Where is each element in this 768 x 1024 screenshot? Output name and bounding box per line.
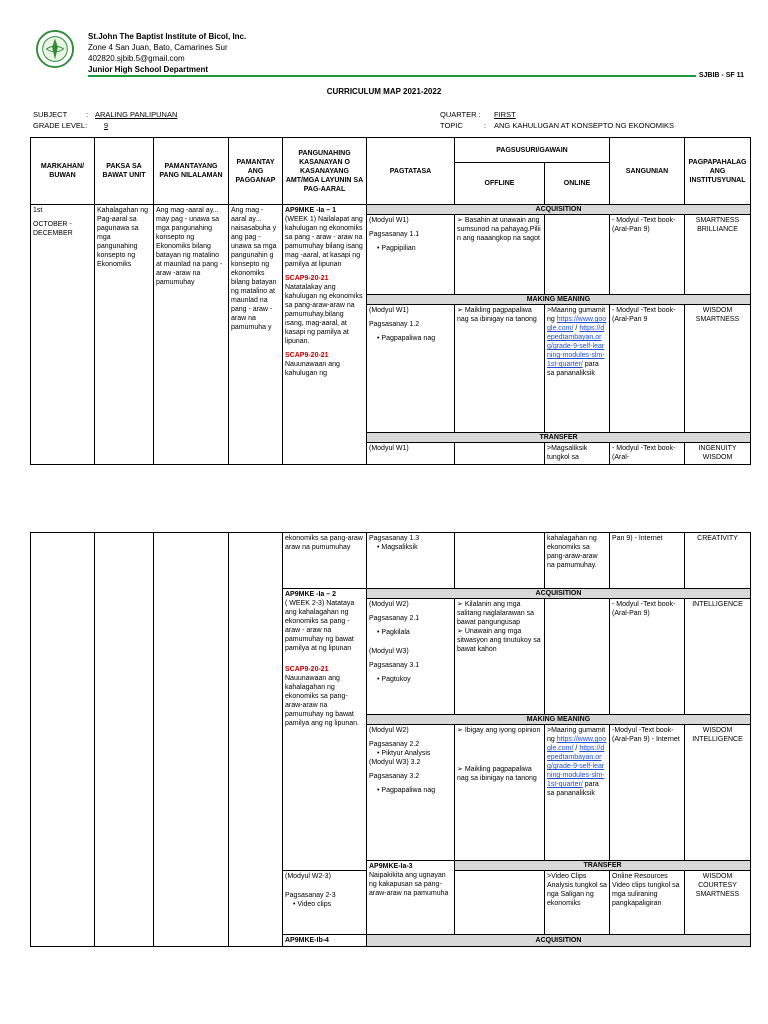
band-acquisition: ACQUISITION — [367, 935, 751, 947]
competency-code: AP9MKE -Ia – 2 — [285, 591, 336, 598]
competency-code: SCAP9-20-21 — [285, 666, 329, 673]
school-seal-logo — [36, 30, 74, 68]
assessment-line: (Modyul W3) 3.2 — [369, 759, 421, 766]
sanggunian-cell: - Modyul -Text book-(Aral-Pan 9 — [610, 305, 685, 433]
competency-cell — [283, 589, 367, 871]
document-title: CURRICULUM MAP 2021-2022 — [326, 87, 442, 96]
offline-cell: ➢ Ibigay ang iyong opinion ➢ Maikling pagpapaliwa nag sa ibinigay na tanong — [455, 725, 545, 861]
col-pangunahing: PANGUNAHING KASANAYAN O KASANAYANG AMT/MGA LAYUNIN SA PAG-AARAL — [283, 138, 367, 205]
arrow-bullet-icon: ➢ — [457, 727, 463, 734]
assessment-bullet: • Pagpipilian — [377, 245, 416, 252]
competency-text: Natatalakay ang kahulugan ng ekonomiks sa pang-araw-araw na pamumuhay.bilang isang, mag-aaral, at kasapi ng pamilya at lipunan. — [285, 284, 363, 345]
topic-colon: : — [484, 121, 487, 130]
subject-colon: : — [86, 110, 89, 119]
assessment-bullet: • Pagtukoy — [377, 676, 411, 683]
assessment-line: Pagsasanay 1.1 — [369, 231, 420, 238]
header-divider — [88, 75, 696, 77]
nilalaman-cell — [154, 533, 229, 947]
online-cell — [545, 215, 610, 295]
pagtatasa-cell — [367, 725, 455, 861]
grade-label: GRADE LEVEL: — [33, 121, 88, 130]
curriculum-table-page2 — [30, 532, 751, 947]
assessment-bullet: • Pagpapaliwa nag — [377, 335, 436, 342]
pagtatasa-cell: (Modyul W1) — [367, 443, 455, 465]
google-link[interactable]: https://www.google.com/ — [547, 736, 607, 752]
assessment-bullet: • Video clips — [293, 901, 332, 908]
quarter-month-cell — [31, 205, 95, 465]
arrow-bullet-icon: ➢ — [457, 601, 463, 608]
competency-code: AP9MKE-Ib-4 — [283, 935, 367, 947]
curriculum-table-page1 — [30, 137, 751, 465]
offline-cell — [455, 533, 545, 589]
assessment-line: Pagsasanay 3.2 — [369, 773, 420, 780]
online-cell: >Maaring gumamit ng https://www.google.com/ / https://depedtambayan.org/grade-9-self-learning-modules-slm-1st-quarter/ para sa pananaliksik — [545, 725, 610, 861]
arrow-bullet-icon: ➢ — [457, 217, 463, 224]
competency-text: Nauunawaan ang kahalagahan ng ekonomiks sa pang-araw-araw na pamumuhay ng bawat pamilya ang ng lipunan. — [285, 675, 359, 727]
department-name: Junior High School Department — [88, 65, 209, 74]
band-making-meaning: MAKING MEANING — [367, 715, 751, 725]
col-paksa: PAKSA SA BAWAT UNIT — [95, 138, 154, 205]
assessment-line: (Modyul W2) — [369, 601, 409, 608]
band-acquisition: ACQUISITION — [367, 589, 751, 599]
depedtambayan-link[interactable]: https://depedtambayan.org/grade-9-self-learning-modules-slm-1st-quarter/ — [547, 745, 605, 788]
sanggunian-cell: Pan 9) - Internet — [610, 533, 685, 589]
values-cell: SMARTNESS BRILLIANCE — [685, 215, 751, 295]
sanggunian-cell: Online Resources Video clips tungkol sa mga suliraning pangkapaligiran — [610, 871, 685, 935]
quarter-value: FIRST — [494, 110, 516, 119]
col-offline: OFFLINE — [455, 163, 545, 205]
competency-text: (WEEK 1) Nailalapat ang kahulugan ng ekonomiks sa pang - araw - araw na pamumuhay bilang isang mag -aaral, at kasapi ng pamilya at lipunan — [285, 216, 363, 268]
competency-code: SCAP9-20-21 — [285, 352, 329, 359]
values-cell: CREATIVITY — [685, 533, 751, 589]
subject-label: SUBJECT — [33, 110, 68, 119]
pagtatasa-cell — [367, 305, 455, 433]
pagtatasa-cell — [367, 533, 455, 589]
topic-value: ANG KAHULUGAN AT KONSEPTO NG EKONOMIKS — [494, 121, 675, 130]
competency-text: ( WEEK 2-3) Natataya ang kahalagahan ng ekonomiks sa pang - araw - araw na pamumuhay ng bawat pamilya at ng lipunan — [285, 600, 355, 652]
pagtatasa-cell — [283, 871, 367, 935]
nilalaman-cell: Ang mag -aaral ay... may pag - unawa sa mga pangunahing konsepto ng Ekonomiks bilang batayan ng matalino at maunlad na pang - araw -araw na pamumuhay — [154, 205, 229, 465]
band-acquisition: ACQUISITION — [367, 205, 751, 215]
assessment-line: (Modyul W3) — [369, 648, 409, 655]
band-transfer: TRANSFER — [367, 433, 751, 443]
competency-code: SCAP9-20-21 — [285, 275, 329, 282]
sanggunian-cell: - Modyul -Text book-(Aral-Pan 9) — [610, 599, 685, 715]
sanggunian-cell: - Modyul -Text book-(Aral-Pan 9) — [610, 215, 685, 295]
values-cell: WISDOM INTELLIGENCE — [685, 725, 751, 861]
offline-cell — [455, 871, 545, 935]
sanggunian-cell: -Modyul -Text book-(Aral-Pan 9) - Internet — [610, 725, 685, 861]
depedtambayan-link[interactable]: https://depedtambayan.org/grade-9-self-learning-modules-slm-1st-quarter/ — [547, 325, 605, 368]
quarter-month-cell — [31, 533, 95, 947]
competency-code: AP9MKE-Ia-3 — [369, 863, 413, 870]
assessment-bullet: • Magsaliksik — [377, 544, 418, 551]
online-cell: kahalagahan ng ekonomiks sa pang-araw-araw na pamumuhay. — [545, 533, 610, 589]
assessment-line: (Modyul W2) — [369, 727, 409, 734]
pagganap-cell — [229, 533, 283, 947]
values-cell: INGENUITY WISDOM — [685, 443, 751, 465]
offline-cell: ➢ Basahin at unawain ang sumsunod na pahayag.Pilii n ang naaangkop na sagot — [455, 215, 545, 295]
col-sanggunian: SANGUNIAN — [610, 138, 685, 205]
offline-cell — [455, 443, 545, 465]
col-pagpapahalag: PAGPAPAHALAG ANG INSTITUSYUNAL — [685, 138, 751, 205]
assessment-bullet: • Pagkilala — [377, 629, 410, 636]
assessment-line: Pagsasanay 2-3 — [285, 892, 336, 899]
assessment-bullet: • Pagpapaliwa nag — [377, 787, 436, 794]
values-cell: INTELLIGENCE — [685, 599, 751, 715]
paksa-cell: Kahalagahan ng Pag-aaral sa pagunawa sa mga pangunahing konsepto ng Ekonomiks — [95, 205, 154, 465]
pagtatasa-cell — [367, 215, 455, 295]
col-pagsusuri: PAGSUSURI/GAWAIN — [455, 138, 610, 163]
topic-label: TOPIC — [440, 121, 463, 130]
values-cell: WISDOM SMARTNESS — [685, 305, 751, 433]
assessment-line: Pagsasanay 1.2 — [369, 321, 420, 328]
google-link[interactable]: https://www.google.com/ — [547, 316, 607, 332]
col-pagganap: PAMANTAY ANG PAGGANAP — [229, 138, 283, 205]
school-address: Zone 4 San Juan, Bato, Camarines Sur — [88, 43, 228, 52]
sanggunian-cell: - Modyul -Text book-(Aral- — [610, 443, 685, 465]
assessment-line: Pagsasanay 2.2 — [369, 741, 420, 748]
col-pagtatasa: PAGTATASA — [367, 138, 455, 205]
assessment-line: (Modyul W1) — [369, 217, 409, 224]
competency-cell — [367, 861, 455, 935]
competency-cell: ekonomiks sa pang-araw araw na pumumuhay — [283, 533, 367, 589]
assessment-line: Pagsasanay 3.1 — [369, 662, 420, 669]
band-transfer: TRANSFER — [455, 861, 751, 871]
assessment-bullet: • Piktyur Analysis — [377, 750, 431, 757]
values-cell: WISDOM COURTESY SMARTNESS — [685, 871, 751, 935]
online-cell: >Maaring gumamit ng https://www.google.com/ / https://depedtambayan.org/grade-9-self-learning-modules-slm-1st-quarter/ para sa pananaliksik — [545, 305, 610, 433]
subject-value: ARALING PANLIPUNAN — [95, 110, 178, 119]
quarter-number: 1st — [33, 207, 43, 214]
quarter-label: QUARTER : — [440, 110, 481, 119]
arrow-bullet-icon: ➢ — [457, 628, 463, 635]
col-markahan: MARKAHAN/ BUWAN — [31, 138, 95, 205]
arrow-bullet-icon: ➢ — [457, 766, 463, 773]
col-nilalaman: PAMANTAYANG PANG NILALAMAN — [154, 138, 229, 205]
assessment-line: Pagsasanay 2.1 — [369, 615, 420, 622]
month-range: OCTOBER - DECEMBER — [33, 221, 73, 237]
competency-cell — [283, 205, 367, 465]
assessment-line: Pagsasanay 1.3 — [369, 535, 420, 542]
assessment-line: (Modyul W1) — [369, 307, 409, 314]
online-cell: >Video Clips Analysis tungkol sa nga Saligan ng ekonomiks — [545, 871, 610, 935]
paksa-cell — [95, 533, 154, 947]
form-code: SJBIB - SF 11 — [698, 72, 744, 79]
school-email: 402820.sjbib.5@gmail.com — [88, 54, 185, 63]
offline-cell: ➢ Kilalanin ang mga salitang naglalarawan sa bawat pangungusap ➢ Unawain ang mga sitwasyon ang tinutukoy sa bawat kahon — [455, 599, 545, 715]
online-cell: >Magsaliksik tungkol sa — [545, 443, 610, 465]
school-name: St.John The Baptist Institute of Bicol, Inc. — [88, 32, 247, 41]
arrow-bullet-icon: ➢ — [457, 307, 463, 314]
assessment-line: (Modyul W2-3) — [285, 873, 331, 880]
pagganap-cell: Ang mag - aaral ay... naisasabuha y ang pag - unawa sa mga pangunahin g konsepto ng ekonomiks bilang batayan ng matalino at maunlad na pang - araw - araw na pamumuha y — [229, 205, 283, 465]
band-making-meaning: MAKING MEANING — [367, 295, 751, 305]
competency-text: Nauunawaan ang kahulugan ng — [285, 361, 340, 377]
competency-code: AP9MKE -Ia – 1 — [285, 207, 336, 214]
col-online: ONLINE — [545, 163, 610, 205]
offline-cell: ➢ Maikling pagpapaliwa nag sa ibinigay na tanong — [455, 305, 545, 433]
online-cell — [545, 599, 610, 715]
pagtatasa-cell — [367, 599, 455, 715]
grade-value: 9 — [103, 121, 109, 130]
competency-text: Naipakikita ang ugnayan ng kakapusan sa pang-araw-araw na pamumuha — [369, 872, 449, 897]
